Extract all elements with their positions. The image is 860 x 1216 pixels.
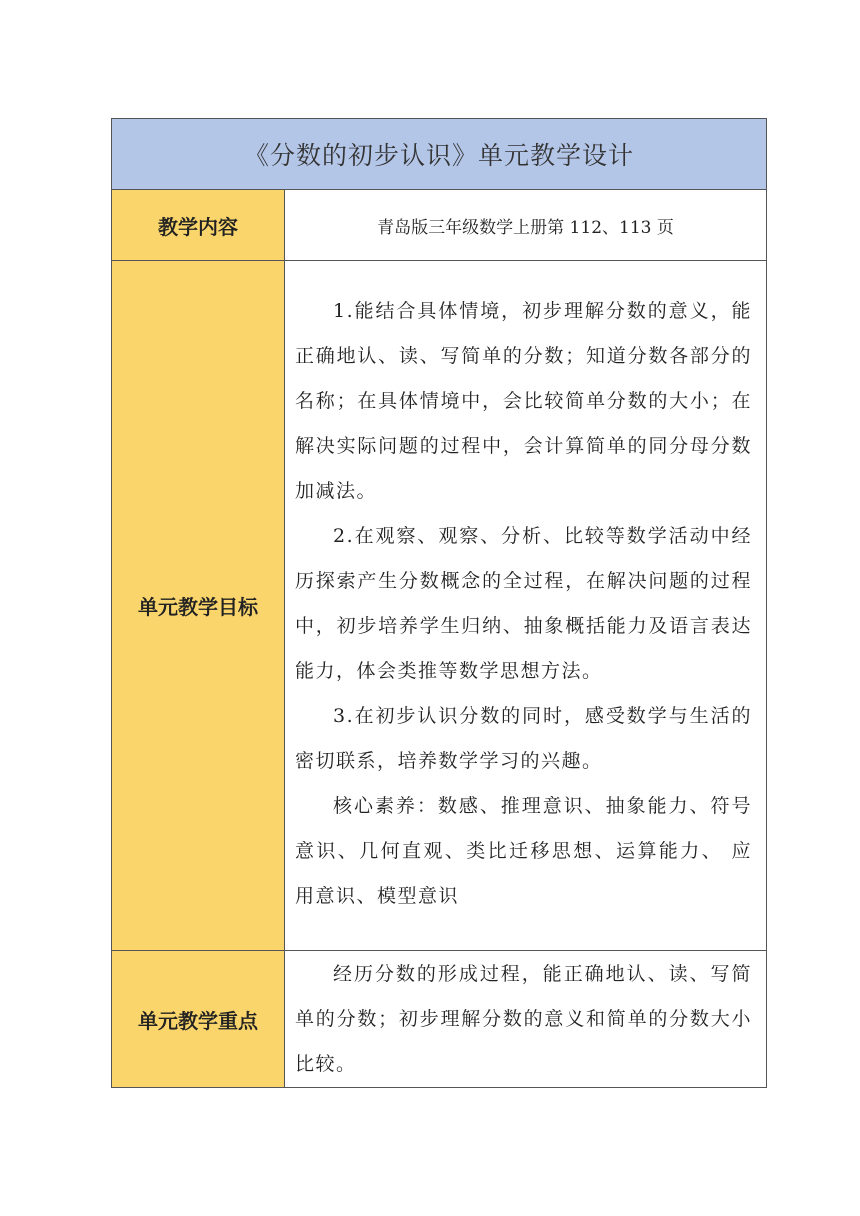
goal-paragraph-1: 1.能结合具体情境，初步理解分数的意义，能正确地认、读、写简单的分数；知道分数各部分的名称；在具体情境中，会比较简单分数的大小；在解决实际问题的过程中，会计算简单的同分母分数加减法。 [295, 299, 753, 502]
goal-paragraph-2: 2.在观察、观察、分析、比较等数学活动中经历探索产生分数概念的全过程，在解决问题的过程中，初步培养学生归纳、抽象概括能力及语言表达能力，体会类推等数学思想方法。 [295, 524, 753, 682]
content-label: 教学内容 [112, 190, 285, 261]
content-value: 青岛版三年级数学上册第 112、113 页 [285, 190, 767, 261]
keypoints-label: 单元教学重点 [112, 951, 285, 1088]
core-literacy-paragraph: 核心素养：数感、推理意识、抽象能力、符号意识、几何直观、类比迁移思想、运算能力、 应用意识、模型意识 [295, 794, 753, 907]
keypoints-content [285, 951, 767, 1088]
goals-label: 单元教学目标 [112, 261, 285, 951]
goals-row [112, 261, 767, 951]
keypoints-paragraph: 经历分数的形成过程，能正确地认、读、写简单的分数；初步理解分数的意义和简单的分数大小比较。 [295, 962, 753, 1075]
table-title: 《分数的初步认识》单元教学设计 [112, 119, 767, 190]
title-row [112, 119, 767, 190]
content-row [112, 190, 767, 261]
goals-content [285, 261, 767, 951]
lesson-design-table [111, 118, 767, 1088]
keypoints-row [112, 951, 767, 1088]
goal-paragraph-3: 3.在初步认识分数的同时，感受数学与生活的密切联系，培养数学学习的兴趣。 [295, 704, 753, 772]
